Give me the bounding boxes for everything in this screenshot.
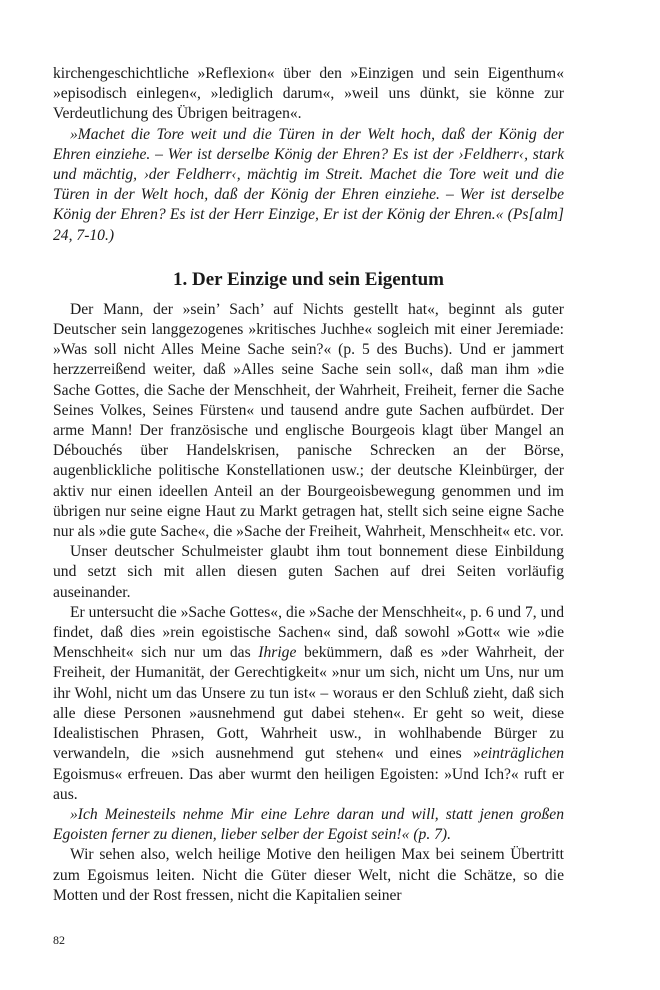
intro-paragraph: kirchengeschichtliche »Reflexion« über den »Einzigen und sein Eigenthum« »episodisch einlegen«, »lediglich darum«, »weil uns dünkt, sie könne zur Verdeutlichung des Übrigen beitragen«. [53, 65, 564, 123]
egoist-quote: »Ich Meinesteils nehme Mir eine Lehre daran und will, statt jenen großen Egoisten ferner zu dienen, lieber selber der Egoist sein!« (p. 7). [53, 805, 564, 844]
paragraph-3-text-end: Egoismus« erfreuen. Das aber wurmt den heiligen Egoisten: »Und Ich?« ruft er aus. [53, 765, 564, 803]
psalm-quote: »Machet die Tore weit und die Türen in der Welt hoch, daß der König der Ehren einziehe. – Wer ist derselbe König der Ehren? Es ist der ›Feldherr‹, stark und mächtig, ›der Feldherr‹, mächtig im Streit. Machet die Tore weit und die Türen in der Welt hoch, daß der König der Ehren einziehe. – Wer ist derselbe König der Ehren? Es ist der Herr Einzige, Er ist der König der Ehren.« (Ps[alm] 24, 7-10.) [53, 125, 564, 244]
body-paragraph-4: Wir sehen also, welch heilige Motive den heiligen Max bei seinem Übertritt zum Egoismus leiten. Nicht die Güter dieser Welt, nicht die Schätze, so die Motten und der Rost fressen, nicht die Kapitalien seiner [53, 846, 564, 904]
emphasis-eintraeglichen: einträglichen [480, 745, 564, 763]
page-number: 82 [53, 933, 65, 947]
body-paragraph-1: Der Mann, der »sein’ Sach’ auf Nichts gestellt hat«, beginnt als guter Deutscher sein langgezogenes »kritisches Juchhe« sogleich mit einer Jeremiade: »Was soll nicht Alles Meine Sache sein?« (p. 5 des Buchs). Und er jammert herzzerreißend weiter, daß »Alles seine Sache sein soll«, daß man ihm »die Sache Gottes, die Sache der Menschheit, der Wahrheit, Freiheit, ferner die Sache Seines Volkes, Seines Fürsten« und tausend andre gute Sachen aufbürdet. Der arme Mann! Der französische und englische Bourgeois klagt über Mangel an Débouchés über Handelskrisen, panische Schrecken an der Börse, augenblickliche politische Konstellationen usw.; der deutsche Kleinbürger, der aktiv nur einen ideellen Anteil an der Bourgeoisbewegung genommen und im übrigen nur seine eigne Haut zu Markt getragen hat, stellt sich seine eigne Sache nur als »die gute Sache«, die »Sache der Freiheit, Wahrheit, Menschheit« etc. vor. [53, 300, 564, 541]
document-page [53, 64, 564, 906]
paragraph-3-text-middle: bekümmern, daß es »der Wahrheit, der Freiheit, der Humanität, der Gerechtigkeit« »nur um sich, nicht um Uns, nur um ihr Wohl, nicht um das Unsere zu tun ist« – woraus er den Schluß zieht, daß sich alle diese Personen »ausnehmend gut dabei stehen«. Er geht so weit, diese Idealistischen Phrasen, Gott, Wahrheit usw., in wohlhabende Bürger zu verwandeln, die »sich ausnehmend gut stehen« und eines » [53, 644, 564, 763]
paragraph-3-text-start: Er untersucht die »Sache Gottes«, die »Sache der Menschheit«, p. 6 und 7, und findet, daß dies »rein egoistische Sachen« sind, daß sowohl »Gott« wie »die Menschheit« sich nur um das [53, 603, 564, 662]
body-paragraph-2: Unser deutscher Schulmeister glaubt ihm tout bonnement diese Einbildung und setzt sich mit allen diesen guten Sachen auf drei Seiten vorläufig auseinander. [53, 543, 564, 601]
emphasis-ihrige: Ihrige [258, 644, 297, 662]
body-paragraph-3 [53, 603, 564, 805]
section-heading: 1. Der Einzige und sein Eigentum [173, 268, 444, 290]
